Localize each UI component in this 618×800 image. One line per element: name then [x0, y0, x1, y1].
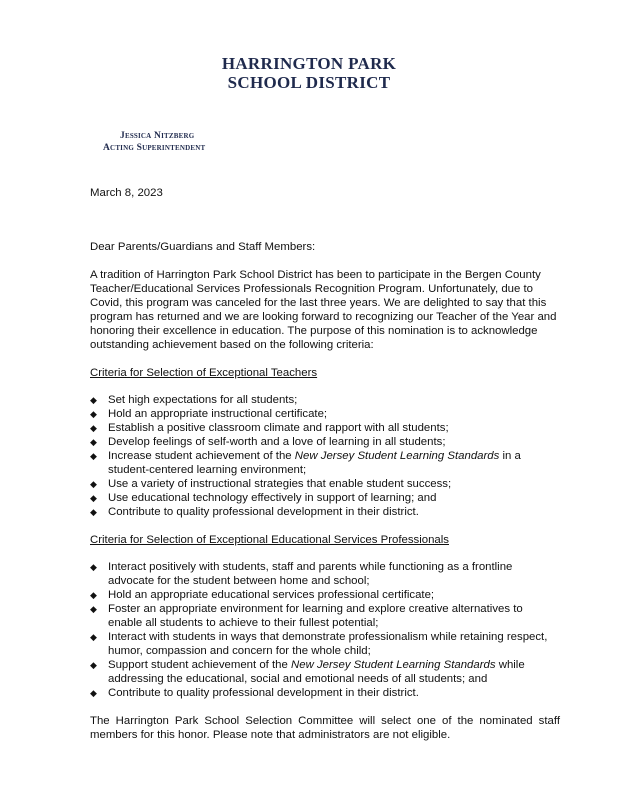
- criteria-item: [90, 505, 560, 519]
- diamond-bullet-icon: ◆: [90, 493, 97, 503]
- district-name-line1: HARRINGTON PARK: [221, 54, 397, 73]
- diamond-bullet-icon: ◆: [90, 604, 97, 614]
- sender-title: Acting Superintendent: [103, 143, 206, 153]
- criteria-item: [90, 407, 560, 421]
- diamond-bullet-icon: ◆: [90, 632, 97, 642]
- diamond-bullet-icon: ◆: [90, 590, 97, 600]
- diamond-bullet-icon: ◆: [90, 409, 97, 419]
- criteria-text: Foster an appropriate environment for learning and explore creative alternatives to enable all students to achieve to their fullest potential;: [108, 603, 523, 629]
- criteria-text: Set high expectations for all students;: [108, 394, 298, 406]
- criteria-text: Interact with students in ways that demonstrate professionalism while retaining respect, humor, compassion and concern for the whole child;: [108, 631, 548, 657]
- criteria-item: [90, 588, 560, 602]
- closing-paragraph: The Harrington Park School Selection Committee will select one of the nominated staff members for this honor. Please note that administrators are not eligible.: [90, 715, 560, 741]
- criteria-text: Support student achievement of the: [108, 659, 292, 671]
- criteria-text: Increase student achievement of the: [108, 450, 295, 462]
- diamond-bullet-icon: ◆: [90, 562, 97, 572]
- criteria-text: Contribute to quality professional development in their district.: [108, 506, 419, 518]
- teachers-criteria-heading: Criteria for Selection of Exceptional Teachers: [90, 367, 318, 379]
- district-name-line2: SCHOOL DISTRICT: [227, 73, 391, 92]
- criteria-item: [90, 658, 560, 686]
- intro-paragraph: A tradition of Harrington Park School District has been to participate in the Bergen County Teacher/Educational Services Professionals Recognition Program. Unfortunately, due to Covid, this program was canceled for the last three years. We are delighted to say that this program has returned and we are looking forward to recognizing our Teacher of the Year and honoring their excellence in education. The purpose of this nomination is to acknowledge outstanding achievement based on the following criteria:: [90, 269, 557, 351]
- standards-title: New Jersey Student Learning Standards: [291, 659, 496, 671]
- diamond-bullet-icon: ◆: [90, 688, 97, 698]
- letterhead: [0, 54, 618, 92]
- standards-title: New Jersey Student Learning Standards: [294, 450, 500, 462]
- criteria-item: [90, 630, 560, 658]
- criteria-item: [90, 686, 560, 700]
- criteria-item: [90, 602, 560, 630]
- diamond-bullet-icon: ◆: [90, 395, 97, 405]
- criteria-text: Develop feelings of self-worth and a love of learning in all students;: [108, 436, 446, 448]
- diamond-bullet-icon: ◆: [90, 479, 97, 489]
- letter-body: [90, 186, 560, 742]
- criteria-text: Hold an appropriate instructional certificate;: [108, 408, 328, 420]
- sender-block: [103, 130, 205, 154]
- criteria-text: Use a variety of instructional strategies that enable student success;: [108, 478, 452, 490]
- letter-date: March 8, 2023: [90, 187, 163, 199]
- diamond-bullet-icon: ◆: [90, 660, 97, 670]
- diamond-bullet-icon: ◆: [90, 507, 97, 517]
- criteria-text: Establish a positive classroom climate and rapport with all students;: [108, 422, 449, 434]
- criteria-item: [90, 491, 560, 505]
- esp-criteria-list: [90, 560, 560, 700]
- criteria-text: Contribute to quality professional development in their district.: [108, 687, 419, 699]
- criteria-item: [90, 421, 560, 435]
- salutation: Dear Parents/Guardians and Staff Members:: [90, 241, 316, 253]
- criteria-text-continued: while addressing the educational, social and emotional needs of all students; and: [108, 659, 525, 685]
- sender-name: Jessica Nitzberg: [120, 131, 195, 141]
- criteria-item: [90, 449, 560, 477]
- criteria-text: Use educational technology effectively in support of learning; and: [108, 492, 437, 504]
- diamond-bullet-icon: ◆: [90, 451, 97, 461]
- diamond-bullet-icon: ◆: [90, 437, 97, 447]
- criteria-text: Hold an appropriate educational services professional certificate;: [108, 589, 435, 601]
- criteria-item: [90, 393, 560, 407]
- criteria-item: [90, 477, 560, 491]
- teachers-criteria-list: [90, 393, 560, 519]
- esp-criteria-heading: Criteria for Selection of Exceptional Educational Services Professionals: [90, 534, 449, 546]
- criteria-text-continued: in a student-centered learning environment;: [108, 450, 521, 476]
- criteria-item: [90, 560, 560, 588]
- criteria-item: [90, 435, 560, 449]
- criteria-text: Interact positively with students, staff and parents while functioning as a frontline advocate for the student between home and school;: [108, 561, 513, 587]
- diamond-bullet-icon: ◆: [90, 423, 97, 433]
